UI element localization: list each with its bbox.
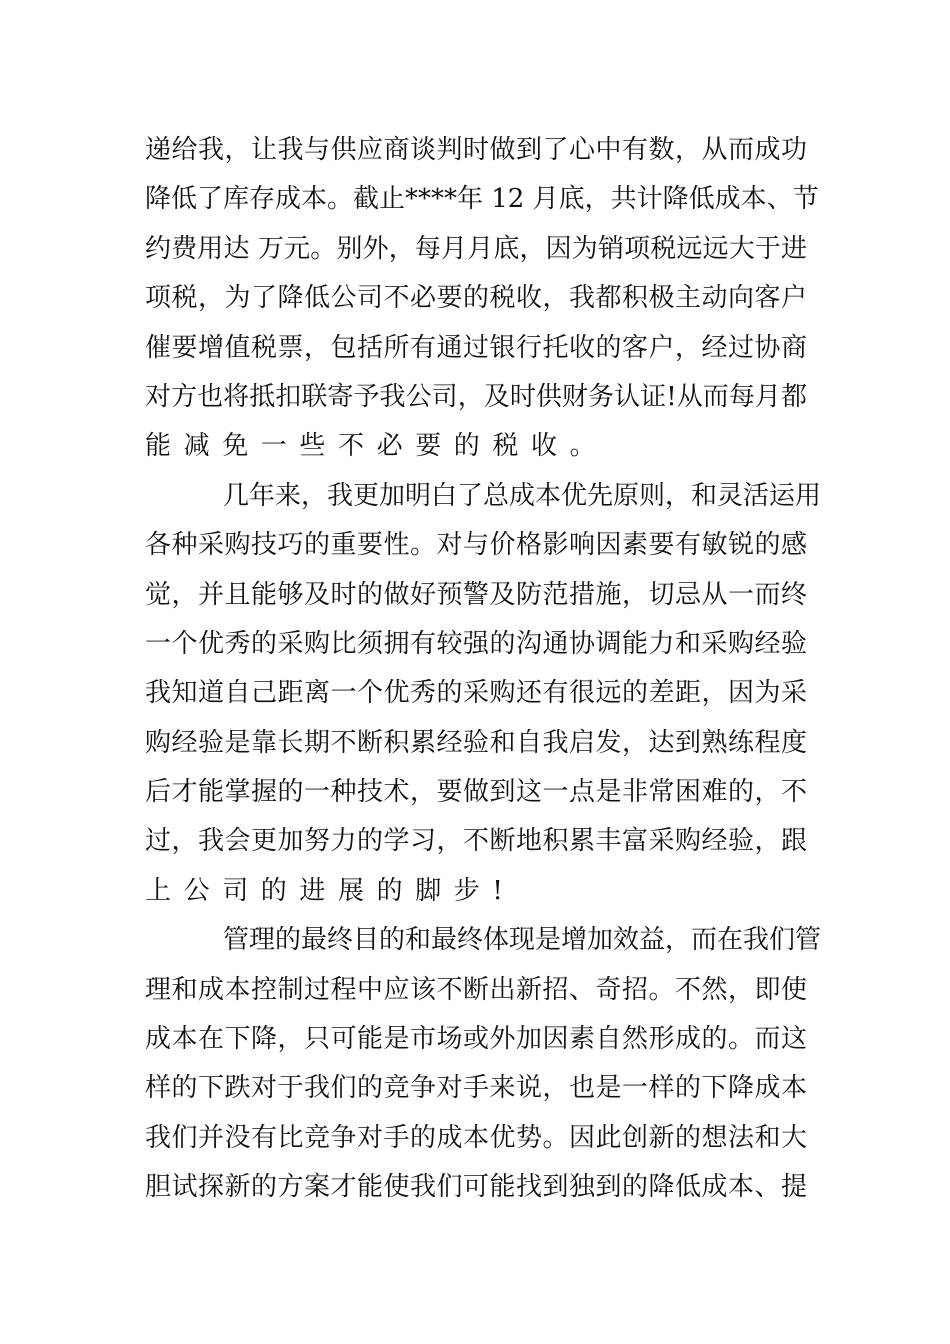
paragraph-2-line-8: 过，我会更加努力的学习，不断地积累丰富采购经验，跟 [145, 826, 807, 857]
paragraph-1-line-3: 约费用达 万元。别外，每月月底，因为销项税远远大于进 [145, 233, 807, 264]
paragraph-2-line-9: 上公司的进展的脚步! [145, 875, 516, 906]
paragraph-2-line-2: 各种采购技巧的重要性。对与价格影响因素要有敏锐的感 [145, 530, 807, 561]
paragraph-1-line-1: 递给我，让我与供应商谈判时做到了心中有数，从而成功 [145, 135, 807, 165]
paragraph-2-line-1: 几年来，我更加明白了总成本优先原则，和灵活运用 [223, 480, 822, 511]
paragraph-3-line-2: 理和成本控制过程中应该不断出新招、奇招。不然，即使 [145, 974, 807, 1005]
paragraph-1-line-6: 对方也将抵扣联寄予我公司，及时供财务认证!从而每月都 [145, 381, 807, 412]
paragraph-2-line-7: 后才能掌握的一种技术，要做到这一点是非常困难的，不 [145, 777, 807, 808]
paragraph-2-line-3: 觉，并且能够及时的做好预警及防范措施，切忌从一而终 [145, 579, 807, 610]
paragraph-1-line-4: 项税，为了降低公司不必要的税收，我都积极主动向客户 [145, 283, 807, 314]
paragraph-2-line-4: 一个优秀的采购比须拥有较强的沟通协调能力和采购经验 [145, 628, 807, 659]
paragraph-2-line-5: 我知道自己距离一个优秀的采购还有很远的差距，因为采 [145, 678, 807, 709]
paragraph-3-line-3: 成本在下降，只可能是市场或外加因素自然形成的。而这 [145, 1024, 807, 1055]
paragraph-2-line-6: 购经验是靠长期不断积累经验和自我启发，达到熟练程度 [145, 727, 807, 758]
paragraph-1-line-2: 降低了库存成本。截止****年 12 月底，共计降低成本、节 [145, 184, 819, 215]
paragraph-1-line-7: 能减免一些不必要的税收。 [145, 431, 609, 462]
paragraph-3-line-1: 管理的最终目的和最终体现是增加效益，而在我们管 [223, 925, 822, 956]
paragraph-3-line-4: 样的下跌对于我们的竞争对手来说，也是一样的下降成本 [145, 1073, 807, 1104]
paragraph-1-line-5: 催要增值税票，包括所有通过银行托收的客户，经过协商 [145, 332, 807, 363]
paragraph-3-line-5: 我们并没有比竞争对手的成本优势。因此创新的想法和大 [145, 1122, 807, 1153]
document-body [145, 128, 822, 1215]
paragraph-3-line-6: 胆试探新的方案才能使我们可能找到独到的降低成本、提 [145, 1172, 807, 1203]
